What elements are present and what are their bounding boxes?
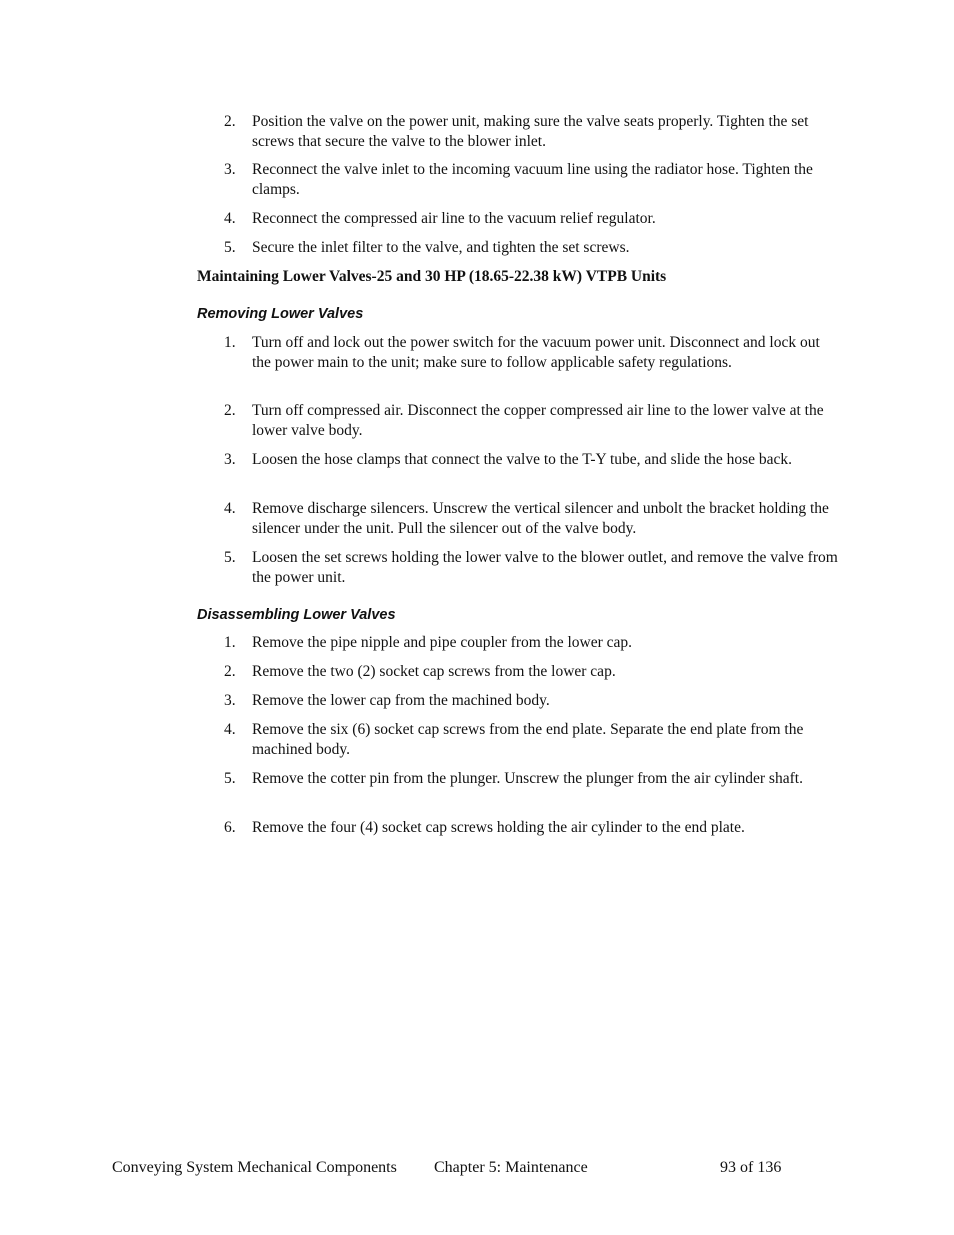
- item-text: Reconnect the compressed air line to the vacuum relief regulator.: [252, 210, 656, 227]
- item-number: 5.: [224, 549, 236, 566]
- item-text: Turn off and lock out the power switch for the vacuum power unit. Disconnect and lock out the power main to the unit; make sure to follow applicable safety regulations.: [252, 334, 820, 371]
- item-number: 6.: [224, 819, 236, 836]
- item-text: Secure the inlet filter to the valve, and tighten the set screws.: [252, 239, 630, 256]
- item-number: 1.: [224, 634, 236, 651]
- item-text: Remove the six (6) socket cap screws from the end plate. Separate the end plate from the machined body.: [252, 721, 804, 758]
- item-number: 1.: [224, 334, 236, 351]
- item-text: Remove the lower cap from the machined body.: [252, 692, 550, 709]
- item-number: 2.: [224, 663, 236, 680]
- section-heading: Maintaining Lower Valves-25 and 30 HP (18.65-22.38 kW) VTPB Units: [197, 268, 667, 285]
- item-text: Loosen the set screws holding the lower valve to the blower outlet, and remove the valve from the power unit.: [252, 549, 838, 586]
- item-text: Remove discharge silencers. Unscrew the vertical silencer and unbolt the bracket holding the silencer under the unit. Pull the silencer out of the valve body.: [252, 500, 829, 537]
- item-text: Remove the pipe nipple and pipe coupler from the lower cap.: [252, 634, 633, 651]
- item-text: Remove the four (4) socket cap screws holding the air cylinder to the end plate.: [252, 819, 745, 836]
- item-text: Remove the two (2) socket cap screws from the lower cap.: [252, 663, 616, 680]
- item-number: 3.: [224, 451, 236, 468]
- item-number: 2.: [224, 402, 236, 419]
- item-number: 4.: [224, 210, 236, 227]
- item-text: Turn off compressed air. Disconnect the copper compressed air line to the lower valve at the lower valve body.: [252, 402, 824, 439]
- footer-page-number: 93 of 136: [720, 1159, 782, 1176]
- item-number: 3.: [224, 161, 236, 178]
- item-number: 4.: [224, 721, 236, 738]
- item-text: Loosen the hose clamps that connect the valve to the T-Y tube, and slide the hose back.: [252, 451, 793, 468]
- subsection-heading-disassembling: Disassembling Lower Valves: [197, 607, 396, 623]
- footer-chapter: Chapter 5: Maintenance: [434, 1159, 588, 1176]
- subsection-heading-removing: Removing Lower Valves: [197, 306, 364, 322]
- item-text: Remove the cotter pin from the plunger. Unscrew the plunger from the air cylinder shaft.: [252, 770, 803, 787]
- item-number: 4.: [224, 500, 236, 517]
- item-text: Position the valve on the power unit, making sure the valve seats properly. Tighten the set screws that secure the valve to the blower inlet.: [252, 113, 809, 150]
- item-number: 2.: [224, 113, 236, 130]
- item-number: 3.: [224, 692, 236, 709]
- item-text: Reconnect the valve inlet to the incoming vacuum line using the radiator hose. Tighten the clamps.: [252, 161, 813, 198]
- item-number: 5.: [224, 239, 236, 256]
- footer-doc-title: Conveying System Mechanical Components: [112, 1159, 397, 1176]
- item-number: 5.: [224, 770, 236, 787]
